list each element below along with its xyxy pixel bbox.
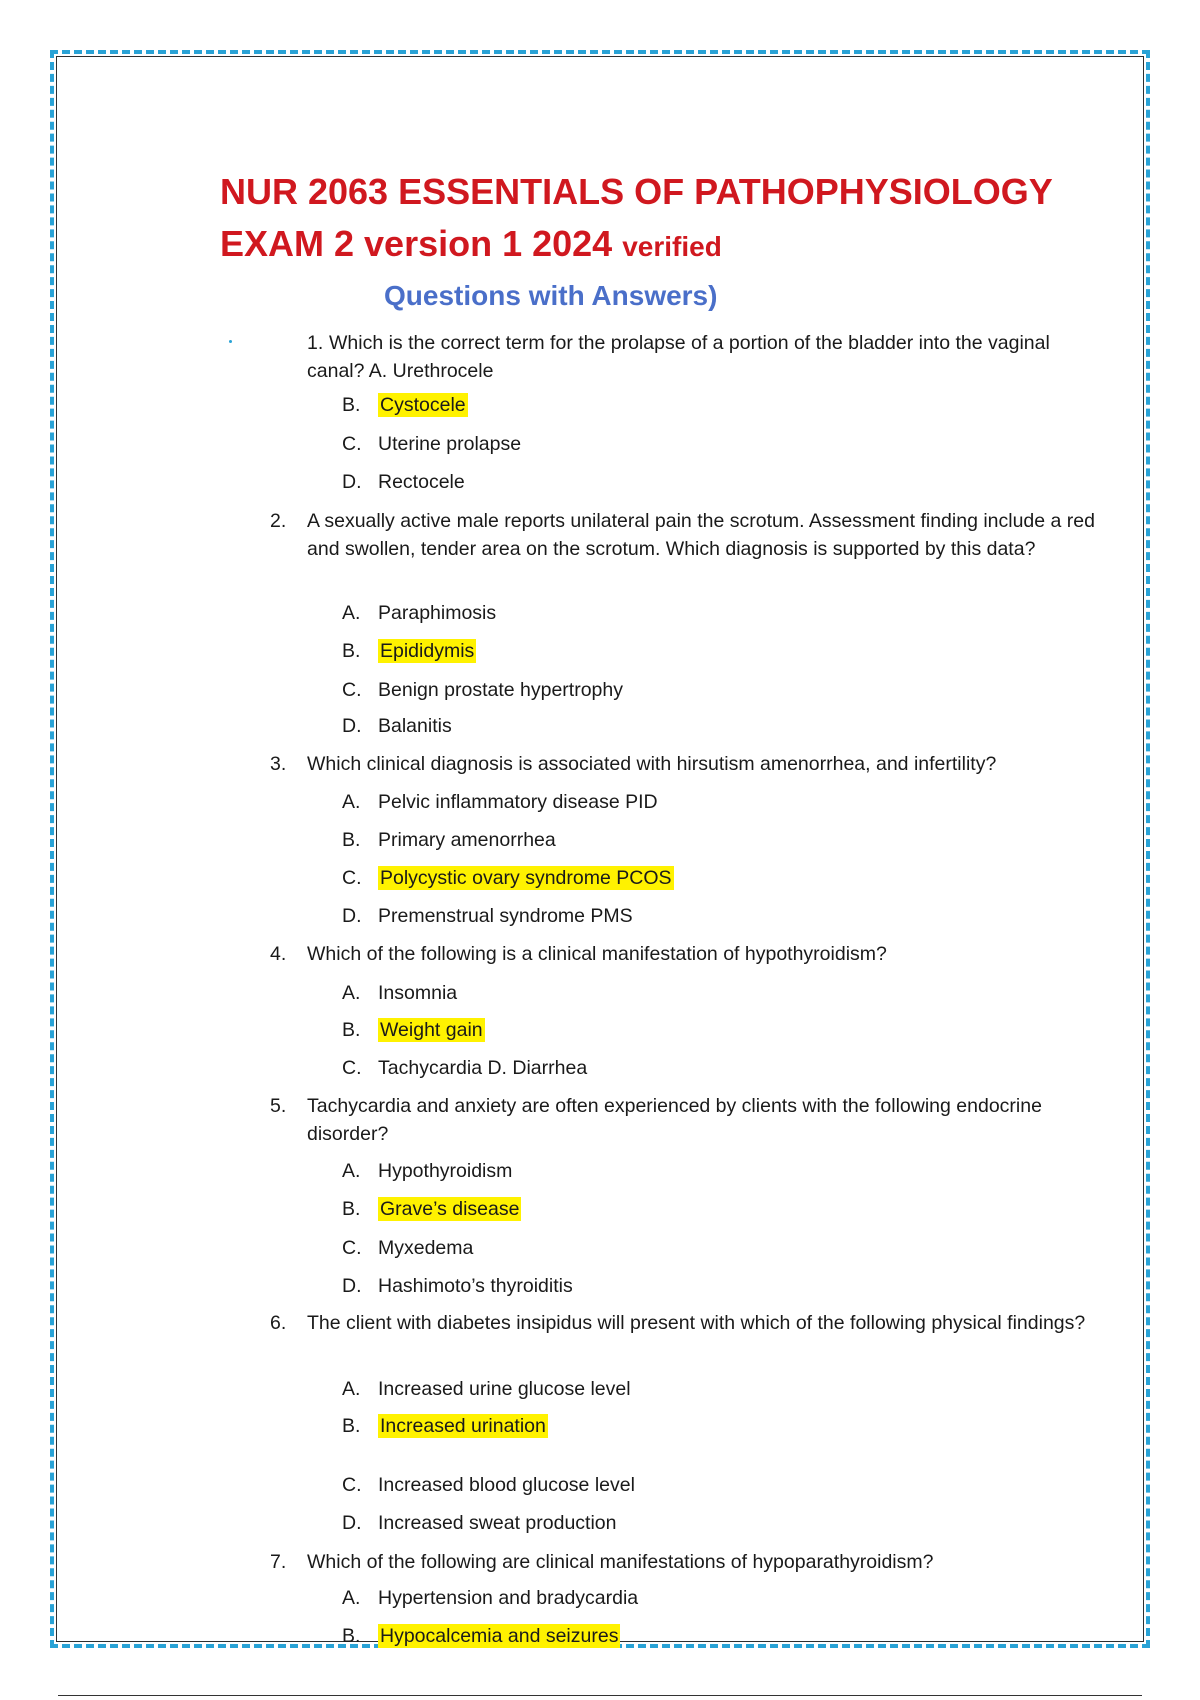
title-line-2-main: EXAM 2 version 1 2024	[220, 223, 613, 264]
option-5b[interactable]: B. Grave’s disease	[342, 1198, 520, 1220]
question-number: 2.	[270, 510, 287, 532]
question-number: 7.	[270, 1551, 287, 1573]
option-7a[interactable]: A. Hypertension and bradycardia	[342, 1587, 639, 1609]
option-1c[interactable]: C. Uterine prolapse	[342, 433, 522, 455]
title-line-1: NUR 2063 ESSENTIALS OF PATHOPHYSIOLOGY	[220, 171, 1053, 212]
option-6d[interactable]: D. Increased sweat production	[342, 1512, 617, 1534]
option-5d[interactable]: D. Hashimoto’s thyroiditis	[342, 1275, 573, 1297]
question-text: The client with diabetes insipidus will present with which of the following physical findings?	[307, 1312, 1086, 1334]
option-1d[interactable]: D. Rectocele	[342, 471, 465, 493]
option-2c[interactable]: C. Benign prostate hypertrophy	[342, 679, 623, 701]
question-number: 6.	[270, 1312, 287, 1334]
bullet-dot-icon	[229, 340, 232, 343]
option-3c[interactable]: C. Polycystic ovary syndrome PCOS	[342, 867, 672, 889]
option-5a[interactable]: A. Hypothyroidism	[342, 1160, 513, 1182]
footer-divider	[58, 1695, 1142, 1696]
option-4b[interactable]: B. Weight gain	[342, 1019, 483, 1041]
question-text: Which of the following are clinical manifestations of hypoparathyroidism?	[307, 1551, 934, 1573]
option-4a[interactable]: A. Insomnia	[342, 982, 458, 1004]
option-1b[interactable]: B. Cystocele	[342, 394, 466, 416]
question-text: Which of the following is a clinical manifestation of hypothyroidism?	[307, 943, 887, 965]
option-6b[interactable]: B. Increased urination	[342, 1415, 546, 1437]
question-text: Tachycardia and anxiety are often experienced by clients with the following endocrine disorder?	[307, 1095, 1042, 1145]
option-2b[interactable]: B. Epididymis	[342, 640, 475, 662]
document-title	[220, 166, 1120, 273]
option-4c[interactable]: C. Tachycardia D. Diarrhea	[342, 1057, 588, 1079]
question-number: 3.	[270, 753, 287, 775]
question-text: Which is the correct term for the prolapse of a portion of the bladder into the vaginal canal? A. Urethrocele	[307, 332, 1050, 382]
question-number: 1.	[307, 332, 324, 354]
option-2d[interactable]: D. Balanitis	[342, 715, 452, 737]
question-text: A sexually active male reports unilateral pain the scrotum. Assessment finding include a red and swollen, tender area on the scrotum. Which diagnosis is supported by this data?	[307, 510, 1095, 560]
title-line-2	[220, 218, 1120, 273]
option-6c[interactable]: C. Increased blood glucose level	[342, 1474, 635, 1496]
option-7b[interactable]: B. Hypocalcemia and seizures	[342, 1625, 619, 1647]
title-line-2-suffix: verified	[622, 231, 722, 262]
option-2a[interactable]: A. Paraphimosis	[342, 602, 497, 624]
question-number: 5.	[270, 1095, 287, 1117]
question-number: 4.	[270, 943, 287, 965]
option-5c[interactable]: C. Myxedema	[342, 1237, 474, 1259]
question-text: Which clinical diagnosis is associated with hirsutism amenorrhea, and infertility?	[307, 753, 997, 775]
option-6a[interactable]: A. Increased urine glucose level	[342, 1378, 631, 1400]
option-3a[interactable]: A. Pelvic inflammatory disease PID	[342, 791, 658, 813]
option-3d[interactable]: D. Premenstrual syndrome PMS	[342, 905, 633, 927]
document-subtitle: Questions with Answers)	[384, 280, 718, 311]
option-3b[interactable]: B. Primary amenorrhea	[342, 829, 556, 851]
